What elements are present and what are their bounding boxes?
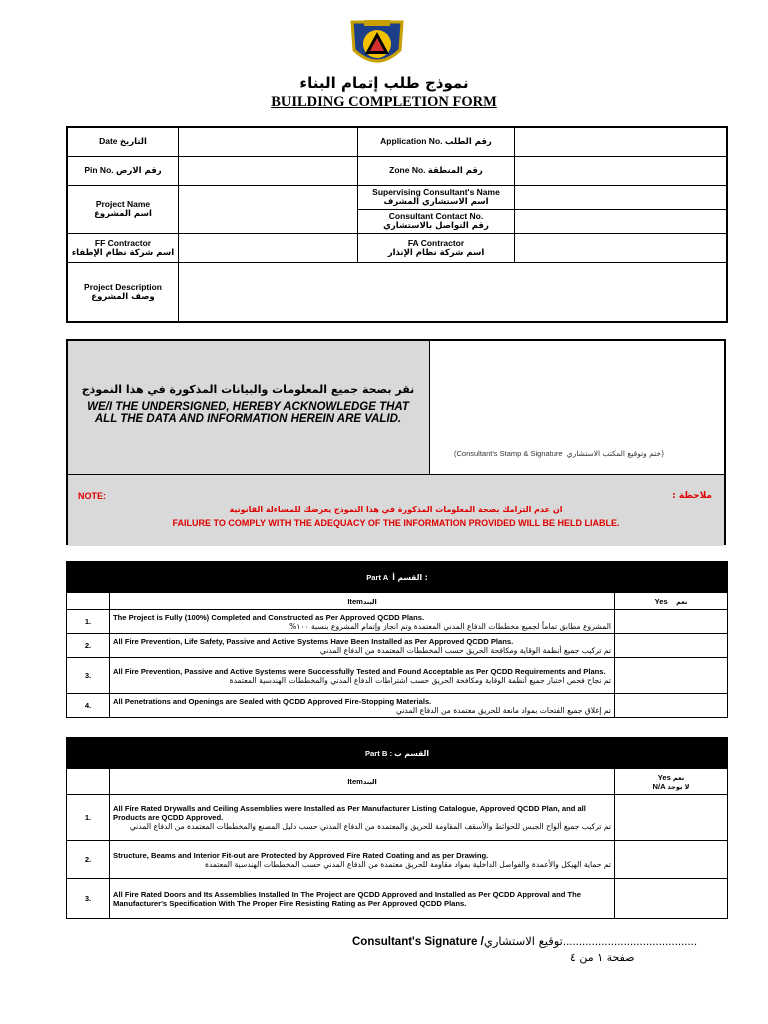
acknowledgement-box	[66, 339, 726, 545]
date-label: Date التاريخ	[67, 127, 179, 156]
part-b-header: Part B : القسم ب	[67, 738, 728, 769]
consultant-signature-line[interactable]: Consultant's Signature /توقيع الاستشاري..........................................	[352, 934, 698, 948]
part-b-table	[66, 737, 728, 919]
table-row: 2. All Fire Prevention, Life Safety, Passive and Active Systems Have Been Installed as Per Approved QCDD Plans. تم تركيب جميع أنظمة الوقاية ومكافحة الحريق حسب المخططات المعتمدة من الدفاع المدني	[67, 634, 728, 658]
page-number: صفحة ١ من ٤	[570, 951, 635, 964]
part-b-yes-na-header: Yes نعم N/A لا يوجد	[615, 769, 728, 795]
note-english: FAILURE TO COMPLY WITH THE ADEQUACY OF THE INFORMATION PROVIDED WILL BE HELD LIABLE.	[172, 518, 620, 528]
part-b-item-1: All Fire Rated Drywalls and Ceiling Assemblies were Installed as Per Manufacturer Listing Catalogue, Approved QCDD Plan, and all Products are QCDD Approved. تم تركيب جميع ألواح الجبس للحوائط والأسقف المقاومة للحريق والمعتمدة من الدفاع المدني حسب دليل المصنع والمخططات المعتمدة من الدفاع المدني	[110, 795, 615, 841]
part-a-item-1: The Project is Fully (100%) Completed and Constructed as Per Approved QCDD Plans. المشروع مطابق تماماً لجميع مخططات الدفاع المدني المعتمدة وتم انجاز وإتمام المشروع بنسبة ١٠٠%	[110, 610, 615, 634]
part-a-item-4: All Penetrations and Openings are Sealed with QCDD Approved Fire-Stopping Materials. تم إغلاق جميع الفتحات بمواد مانعة للحريق معتمدة من الدفاع المدني	[110, 694, 615, 718]
form-title: BUILDING COMPLETION FORM	[271, 94, 497, 110]
project-info-table	[66, 126, 728, 323]
application-no-label: Application No. رقم الطلب	[358, 127, 515, 156]
part-a-item-2: All Fire Prevention, Life Safety, Passive and Active Systems Have Been Installed as Per Approved QCDD Plans. تم تركيب جميع أنظمة الوقاية ومكافحة الحريق حسب المخططات المعتمدة من الدفاع المدني	[110, 634, 615, 658]
note-section	[68, 474, 724, 546]
consultant-contact-field[interactable]	[515, 209, 728, 233]
pin-no-label: Pin No. رقم الارض	[67, 156, 179, 185]
date-field[interactable]	[179, 127, 358, 156]
part-a-yes-4[interactable]	[615, 694, 728, 718]
part-a-item-header: Itemالبند	[110, 593, 615, 610]
part-b-item-header: Itemالبند	[110, 769, 615, 795]
part-b-num-header	[67, 769, 110, 795]
acknowledgement-text	[68, 341, 430, 474]
table-row: 3. All Fire Rated Doors and Its Assemblies Installed In The Project are QCDD Approved and Installed as Per QCDD Approval and The Manufacturer's Specification With The Proper Fire Resisting Rating as Per Approved QCDD Plans.	[67, 879, 728, 919]
table-row: 4. All Penetrations and Openings are Sealed with QCDD Approved Fire-Stopping Materials. تم إغلاق جميع الفتحات بمواد مانعة للحريق معتمدة من الدفاع المدني	[67, 694, 728, 718]
table-row: 3. All Fire Prevention, Passive and Active Systems were Successfully Tested and Found Acceptable as Per QCDD Requirements and Plans. تم نجاح فحص اختبار جميع أنظمة الوقاية ومكافحة الحريق حسب اشتراطات الدفاع المدني والمخططات الهندسية المعتمدة	[67, 658, 728, 694]
part-a-table	[66, 561, 728, 718]
part-b-yes-na-2[interactable]	[615, 841, 728, 879]
form-title-arabic: نموذج طلب إتمام البناء	[299, 74, 469, 92]
part-b-yes-na-1[interactable]	[615, 795, 728, 841]
consultant-stamp-area[interactable]	[430, 341, 726, 474]
part-b-item-2: Structure, Beams and Interior Fit-out are Protected by Approved Fire Rated Coating and as per Drawing. تم حماية الهيكل والأعمدة والفواصل الداخلية بمواد مقاومة للحريق معتمدة من الدفاع المدني حسب المخططات الهندسية المعتمدة	[110, 841, 615, 879]
part-a-yes-header: Yes نعم	[615, 593, 728, 610]
table-row: 1. The Project is Fully (100%) Completed and Constructed as Per Approved QCDD Plans. المشروع مطابق تماماً لجميع مخططات الدفاع المدني المعتمدة وتم انجاز وإتمام المشروع بنسبة ١٠٠%	[67, 610, 728, 634]
part-a-item-3: All Fire Prevention, Passive and Active Systems were Successfully Tested and Found Acceptable as Per QCDD Requirements and Plans. تم نجاح فحص اختبار جميع أنظمة الوقاية ومكافحة الحريق حسب اشتراطات الدفاع المدني والمخططات الهندسية المعتمدة	[110, 658, 615, 694]
project-description-field[interactable]	[179, 262, 728, 322]
supervising-consultant-label: Supervising Consultant's Name اسم الاستشاري المشرف	[358, 185, 515, 209]
stamp-caption: (Consultant's Stamp & Signature ختم وتوقيع المكتب الاستشاري)	[454, 449, 665, 458]
part-a-yes-1[interactable]	[615, 610, 728, 634]
project-name-field[interactable]	[179, 185, 358, 233]
ff-contractor-label: FF Contractor اسم شركة نظام الإطفاء	[67, 233, 179, 262]
application-no-field[interactable]	[515, 127, 728, 156]
consultant-contact-label: Consultant Contact No. رقم التواصل بالاستشاري	[358, 209, 515, 233]
fa-contractor-label: FA Contractor اسم شركة نظام الإنذار	[358, 233, 515, 262]
project-name-label: Project Name اسم المشروع	[67, 185, 179, 233]
project-description-label: Project Description وصف المشروع	[67, 262, 179, 322]
acknowledgement-english: WE/I THE UNDERSIGNED, HEREBY ACKNOWLEDGE THAT ALL THE DATA AND INFORMATION HEREIN ARE VALID.	[87, 401, 409, 425]
part-a-num-header	[67, 593, 110, 610]
supervising-consultant-field[interactable]	[515, 185, 728, 209]
civil-defense-logo	[346, 14, 408, 74]
ff-contractor-field[interactable]	[179, 233, 358, 262]
table-row: 2. Structure, Beams and Interior Fit-out are Protected by Approved Fire Rated Coating and as per Drawing. تم حماية الهيكل والأعمدة والفواصل الداخلية بمواد مقاومة للحريق معتمدة من الدفاع المدني حسب المخططات الهندسية المعتمدة	[67, 841, 728, 879]
zone-no-label: Zone No. رقم المنطقة	[358, 156, 515, 185]
note-label: NOTE:	[78, 491, 106, 501]
table-row: 1. All Fire Rated Drywalls and Ceiling Assemblies were Installed as Per Manufacturer Listing Catalogue, Approved QCDD Plan, and all Products are QCDD Approved. تم تركيب جميع ألواح الجبس للحوائط والأسقف المقاومة للحريق والمعتمدة من الدفاع المدني حسب دليل المصنع والمخططات المعتمدة من الدفاع المدني	[67, 795, 728, 841]
pin-no-field[interactable]	[179, 156, 358, 185]
part-a-yes-2[interactable]	[615, 634, 728, 658]
note-label-arabic: ملاحظة :	[672, 491, 712, 501]
part-b-yes-na-3[interactable]	[615, 879, 728, 919]
part-a-header: Part A القسم أ :	[67, 562, 728, 593]
part-a-yes-3[interactable]	[615, 658, 728, 694]
note-arabic: ان عدم التزامك بصحة المعلومات المذكورة في هذا النموذج يعرضك للمساءلة القانونية	[229, 505, 563, 514]
acknowledgement-arabic: نقر بصحة جميع المعلومات والبيانات المذكورة في هذا النموذج	[81, 383, 415, 396]
fa-contractor-field[interactable]	[515, 233, 728, 262]
zone-no-field[interactable]	[515, 156, 728, 185]
part-b-item-3: All Fire Rated Doors and Its Assemblies Installed In The Project are QCDD Approved and Installed as Per QCDD Approval and The Manufacturer's Specification With The Proper Fire Resisting Rating as Per Approved QCDD Plans.	[110, 879, 615, 919]
